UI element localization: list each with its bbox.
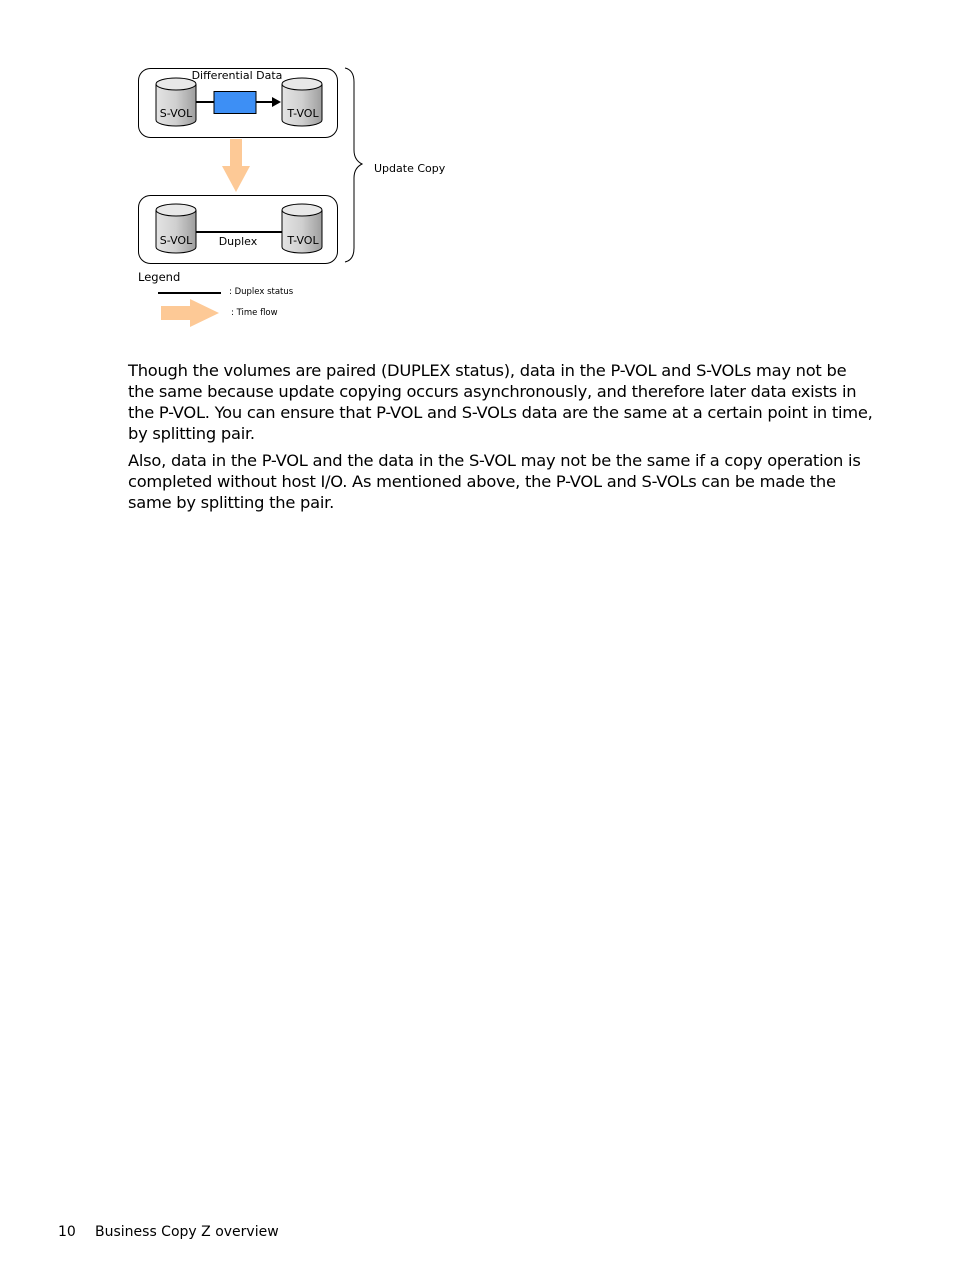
top-t-vol-label: T-VOL (287, 107, 319, 120)
legend-title: Legend (138, 270, 181, 284)
section-title: Business Copy Z overview (95, 1224, 279, 1240)
differential-data-block (214, 92, 256, 114)
update-copy-label: Update Copy (374, 162, 446, 175)
top-box-title: Differential Data (191, 69, 283, 82)
body-text (128, 360, 873, 519)
legend-time-flow-label: : Time flow (231, 308, 278, 318)
paragraph: Also, data in the P-VOL and the data in the S-VOL may not be the same if a copy operation is completed without host I/O. As mentioned above, the P-VOL and S-VOLs can be made the same by splitting the pair. (128, 451, 861, 512)
update-copy-diagram (0, 0, 954, 340)
bottom-s-vol-label: S-VOL (159, 234, 193, 247)
legend-time-flow-arrow-icon (161, 299, 219, 327)
legend-duplex-label: : Duplex status (229, 287, 294, 297)
top-s-vol-label: S-VOL (159, 107, 193, 120)
top-s-vol-cylinder (156, 78, 196, 126)
bottom-t-vol-cylinder (282, 204, 322, 253)
update-copy-brace (345, 68, 362, 262)
top-t-vol-cylinder (282, 78, 322, 126)
bottom-s-vol-cylinder (156, 204, 196, 253)
page-footer (58, 1222, 279, 1242)
page-number: 10 (58, 1224, 76, 1240)
bottom-t-vol-label: T-VOL (287, 234, 319, 247)
time-flow-arrow-icon (222, 139, 250, 192)
duplex-label: Duplex (218, 235, 258, 248)
paragraph: Though the volumes are paired (DUPLEX status), data in the P-VOL and S-VOLs may not be the same because update copying occurs asynchronously, and therefore later data exists in the P-VOL. You can ensure that P-VOL and S-VOLs data are the same at a certain point in time, by splitting pair. (128, 361, 873, 443)
